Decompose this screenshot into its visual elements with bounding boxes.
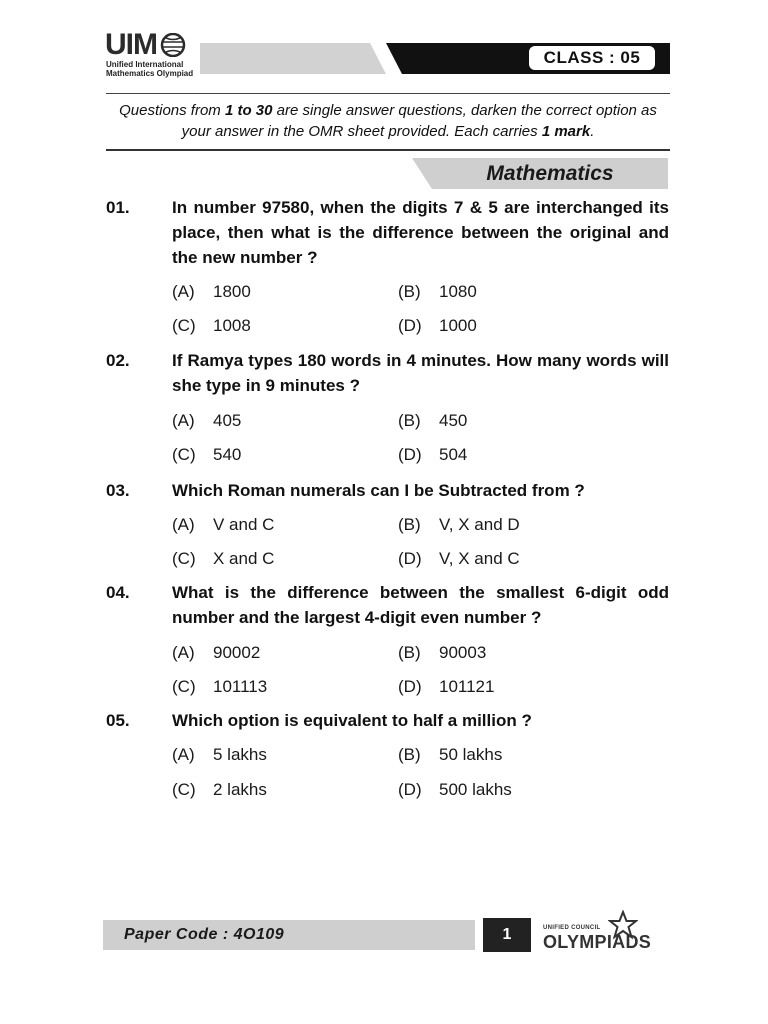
question-number: 02. [106,351,130,370]
question-text: In number 97580, when the digits 7 & 5 are interchanged its place, then what is the difference between the original and the new number ? [172,198,669,267]
logo-subtitle: Unified International Mathematics Olympiad [106,60,194,78]
option-c[interactable]: (C) 101113 [172,677,268,696]
divider-bottom [106,149,670,151]
option-b[interactable]: (B) 90003 [398,643,487,662]
option-b[interactable]: (B) V, X and D [398,515,520,534]
option-c[interactable]: (C) 540 [172,445,242,464]
option-a[interactable]: (A) 5 lakhs [172,745,267,764]
brand-small-text: UNIFIED COUNCIL [543,925,601,931]
question-number: 03. [106,481,130,500]
option-a[interactable]: (A) 1800 [172,282,251,301]
question-text: Which Roman numerals can I be Subtracted from ? [172,481,585,500]
option-d[interactable]: (D) 101121 [398,677,495,696]
header-grey-band [200,43,386,74]
page-number: 1 [483,918,531,952]
option-b[interactable]: (B) 450 [398,411,468,430]
paper-code: Paper Code : 4O109 [124,926,285,943]
instructions: Questions from 1 to 30 are single answer questions, darken the correct option as your answer in the OMR sheet provided. Each carries 1 mark. [119,102,657,140]
option-c[interactable]: (C) X and C [172,549,275,568]
option-a[interactable]: (A) 405 [172,411,242,430]
star-logo-icon [608,910,638,940]
question-number: 05. [106,711,130,730]
option-d[interactable]: (D) 504 [398,445,468,464]
uimo-logo-text: UIM [105,28,157,61]
option-c[interactable]: (C) 2 lakhs [172,780,267,799]
question-text: If Ramya types 180 words in 4 minutes. How many words will she type in 9 minutes ? [172,351,669,395]
olympiads-brand: OLYMPIADS [543,932,652,952]
option-b[interactable]: (B) 1080 [398,282,477,301]
subject-title: Mathematics [486,162,614,185]
class-label: CLASS : 05 [529,46,655,70]
option-c[interactable]: (C) 1008 [172,316,251,335]
globe-logo-icon [160,33,186,57]
question-number: 04. [106,583,130,602]
option-a[interactable]: (A) 90002 [172,643,261,662]
option-d[interactable]: (D) 1000 [398,316,477,335]
divider-top [106,93,670,94]
question-number: 01. [106,198,130,217]
option-a[interactable]: (A) V and C [172,515,275,534]
option-b[interactable]: (B) 50 lakhs [398,745,503,764]
question-text: Which option is equivalent to half a million ? [172,711,532,730]
option-d[interactable]: (D) V, X and C [398,549,520,568]
option-d[interactable]: (D) 500 lakhs [398,780,512,799]
question-text: What is the difference between the smallest 6-digit odd number and the largest 4-digit even number ? [172,583,669,627]
